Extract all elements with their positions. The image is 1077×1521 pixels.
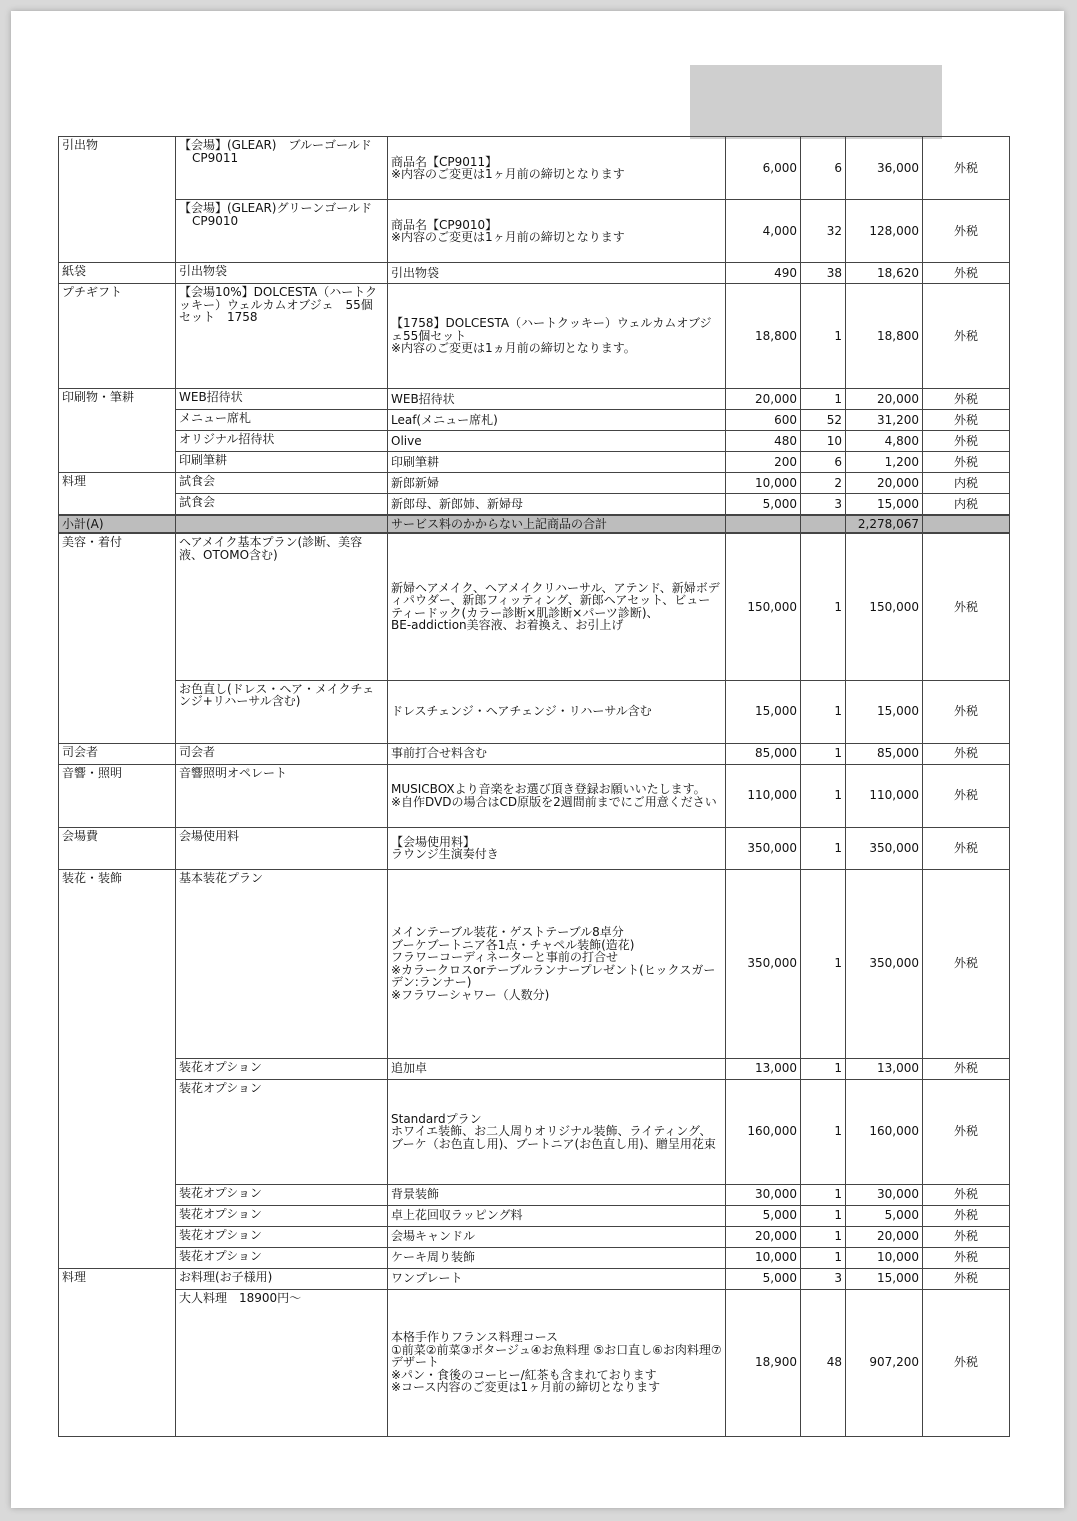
description-cell: 追加卓 <box>388 1058 726 1079</box>
tax-cell: 外税 <box>923 680 1010 743</box>
empty-cell <box>726 515 801 534</box>
quantity-cell: 52 <box>801 410 846 431</box>
unit-price-cell: 85,000 <box>726 743 801 764</box>
unit-price-cell: 20,000 <box>726 1226 801 1247</box>
amount-cell: 128,000 <box>846 200 923 263</box>
product-cell: お料理(お子様用) <box>176 1268 388 1289</box>
quantity-cell: 1 <box>801 284 846 389</box>
description-cell <box>388 1079 726 1184</box>
quantity-cell: 1 <box>801 827 846 869</box>
category-cell: プチギフト <box>59 284 176 389</box>
category-cell: 引出物 <box>59 137 176 263</box>
unit-price-cell: 30,000 <box>726 1184 801 1205</box>
product-cell: オリジナル招待状 <box>176 431 388 452</box>
description-text: 【会場使用料】 ラウンジ生演奏付き <box>391 834 499 861</box>
description-cell: WEB招待状 <box>388 389 726 410</box>
subtotal-amount: 2,278,067 <box>846 515 923 534</box>
tax-cell: 外税 <box>923 263 1010 284</box>
description-text: 新婦ヘアメイク、ヘアメイクリハーサル、アテンド、新婦ボディパウダー、新郎フィッティング、新郎ヘアセット、ビューティードック(カラー診断×肌診断×パーツ診断)、 BE-addiction美容液、お着換え、お引上げ <box>391 580 720 633</box>
description-cell <box>388 533 726 680</box>
category-cell: 会場費 <box>59 827 176 869</box>
quantity-cell: 1 <box>801 1226 846 1247</box>
unit-price-cell: 18,800 <box>726 284 801 389</box>
table-row <box>59 1079 1010 1184</box>
empty-cell <box>176 515 388 534</box>
amount-cell: 30,000 <box>846 1184 923 1205</box>
description-cell: 印刷筆耕 <box>388 452 726 473</box>
product-cell: WEB招待状 <box>176 389 388 410</box>
product-name: 【会場】(GLEAR)グリーンゴールド <box>179 201 372 215</box>
tax-cell: 外税 <box>923 1226 1010 1247</box>
description-cell: ワンプレート <box>388 1268 726 1289</box>
description-text: 【1758】DOLCESTA（ハートクッキー）ウェルカムオブジェ55個セット ※内容のご変更は1ヵ月前の締切となります。 <box>391 316 712 356</box>
category-cell: 料理 <box>59 473 176 515</box>
table-row <box>59 263 1010 284</box>
unit-price-cell: 15,000 <box>726 680 801 743</box>
table-row <box>59 200 1010 263</box>
quantity-cell: 10 <box>801 431 846 452</box>
table-row <box>59 869 1010 1058</box>
tax-cell: 外税 <box>923 1247 1010 1268</box>
product-cell: 装花オプション <box>176 1058 388 1079</box>
tax-cell: 外税 <box>923 431 1010 452</box>
unit-price-cell: 5,000 <box>726 494 801 515</box>
unit-price-cell: 200 <box>726 452 801 473</box>
product-cell: 試食会 <box>176 473 388 494</box>
table-row <box>59 1184 1010 1205</box>
table-row <box>59 1226 1010 1247</box>
quantity-cell: 1 <box>801 1205 846 1226</box>
category-cell: 料理 <box>59 1268 176 1436</box>
description-cell: 引出物袋 <box>388 263 726 284</box>
amount-cell: 5,000 <box>846 1205 923 1226</box>
unit-price-cell: 110,000 <box>726 764 801 827</box>
product-cell: 基本装花プラン <box>176 869 388 1058</box>
product-cell: 引出物袋 <box>176 263 388 284</box>
tax-cell: 外税 <box>923 1205 1010 1226</box>
category-cell: 司会者 <box>59 743 176 764</box>
description-cell <box>388 764 726 827</box>
table-row <box>59 1289 1010 1436</box>
unit-price-cell: 600 <box>726 410 801 431</box>
quantity-cell: 3 <box>801 494 846 515</box>
amount-cell: 350,000 <box>846 869 923 1058</box>
table-row <box>59 1058 1010 1079</box>
empty-cell <box>801 515 846 534</box>
table-row <box>59 743 1010 764</box>
description-cell <box>388 827 726 869</box>
tax-cell: 外税 <box>923 1289 1010 1436</box>
description-text: 商品名【CP9010】 ※内容のご変更は1ヶ月前の締切となります <box>391 217 625 244</box>
table-row <box>59 389 1010 410</box>
quantity-cell: 3 <box>801 1268 846 1289</box>
table-row <box>59 1268 1010 1289</box>
quantity-cell: 1 <box>801 533 846 680</box>
category-cell: 紙袋 <box>59 263 176 284</box>
product-cell <box>176 137 388 200</box>
table-row <box>59 533 1010 680</box>
product-cell: 装花オプション <box>176 1184 388 1205</box>
redacted-area <box>690 65 942 139</box>
quantity-cell: 1 <box>801 1247 846 1268</box>
product-code: CP9011 <box>192 150 239 165</box>
quantity-cell: 1 <box>801 743 846 764</box>
quantity-cell: 2 <box>801 473 846 494</box>
table-row <box>59 1205 1010 1226</box>
quantity-cell: 1 <box>801 680 846 743</box>
product-cell: 司会者 <box>176 743 388 764</box>
amount-cell: 18,800 <box>846 284 923 389</box>
description-cell <box>388 1289 726 1436</box>
product-cell: 装花オプション <box>176 1226 388 1247</box>
table-row <box>59 473 1010 494</box>
description-cell: Leaf(メニュー席札) <box>388 410 726 431</box>
amount-cell: 31,200 <box>846 410 923 431</box>
description-cell: ドレスチェンジ・ヘアチェンジ・リハーサル含む <box>388 680 726 743</box>
unit-price-cell: 18,900 <box>726 1289 801 1436</box>
estimate-table <box>58 136 1010 1437</box>
unit-price-cell: 160,000 <box>726 1079 801 1184</box>
tax-cell: 外税 <box>923 410 1010 431</box>
amount-cell: 20,000 <box>846 1226 923 1247</box>
tax-cell: 外税 <box>923 827 1010 869</box>
tax-cell: 外税 <box>923 1079 1010 1184</box>
category-cell: 美容・着付 <box>59 533 176 743</box>
description-text: MUSICBOXより音楽をお選び頂き登録お願いいたします。 ※自作DVDの場合はCD原版を2週間前までにご用意ください <box>391 782 717 809</box>
tax-cell: 外税 <box>923 869 1010 1058</box>
amount-cell: 20,000 <box>846 389 923 410</box>
unit-price-cell: 4,000 <box>726 200 801 263</box>
amount-cell: 36,000 <box>846 137 923 200</box>
amount-cell: 20,000 <box>846 473 923 494</box>
table-row <box>59 410 1010 431</box>
description-cell: 会場キャンドル <box>388 1226 726 1247</box>
product-cell <box>176 200 388 263</box>
tax-cell: 外税 <box>923 284 1010 389</box>
amount-cell: 4,800 <box>846 431 923 452</box>
description-text: 本格手作りフランス料理コース ①前菜②前菜③ポタージュ④お魚料理 ⑤お口直し⑥お肉料理⑦デザート ※パン・食後のコーヒー/紅茶も含まれております ※コース内容のご変更は1ヶ月前の締切となります <box>391 1330 722 1395</box>
amount-cell: 160,000 <box>846 1079 923 1184</box>
category-cell: 装花・装飾 <box>59 869 176 1268</box>
unit-price-cell: 150,000 <box>726 533 801 680</box>
category-cell: 音響・照明 <box>59 764 176 827</box>
tax-cell: 内税 <box>923 494 1010 515</box>
amount-cell: 15,000 <box>846 1268 923 1289</box>
category-cell: 印刷物・筆耕 <box>59 389 176 473</box>
tax-cell: 外税 <box>923 533 1010 680</box>
description-cell: 新郎新婦 <box>388 473 726 494</box>
unit-price-cell: 6,000 <box>726 137 801 200</box>
product-cell: お色直し(ドレス・ヘア・メイクチェンジ+リハーサル含む) <box>176 680 388 743</box>
amount-cell: 1,200 <box>846 452 923 473</box>
quantity-cell: 6 <box>801 137 846 200</box>
description-cell <box>388 869 726 1058</box>
amount-cell: 85,000 <box>846 743 923 764</box>
product-cell: 装花オプション <box>176 1205 388 1226</box>
quantity-cell: 6 <box>801 452 846 473</box>
table-row <box>59 137 1010 200</box>
amount-cell: 110,000 <box>846 764 923 827</box>
description-cell: 背景装飾 <box>388 1184 726 1205</box>
quantity-cell: 1 <box>801 389 846 410</box>
description-cell <box>388 200 726 263</box>
product-cell: 会場使用料 <box>176 827 388 869</box>
amount-cell: 13,000 <box>846 1058 923 1079</box>
product-cell: 装花オプション <box>176 1079 388 1184</box>
subtotal-description: サービス料のかからない上記商品の合計 <box>388 515 726 534</box>
table-row <box>59 494 1010 515</box>
tax-cell: 外税 <box>923 1058 1010 1079</box>
table-row <box>59 1247 1010 1268</box>
unit-price-cell: 5,000 <box>726 1205 801 1226</box>
product-cell: 音響照明オペレート <box>176 764 388 827</box>
product-cell: 印刷筆耕 <box>176 452 388 473</box>
amount-cell: 350,000 <box>846 827 923 869</box>
unit-price-cell: 350,000 <box>726 869 801 1058</box>
unit-price-cell: 5,000 <box>726 1268 801 1289</box>
table-row <box>59 680 1010 743</box>
description-cell: Olive <box>388 431 726 452</box>
subtotal-row <box>59 515 1010 534</box>
description-cell <box>388 284 726 389</box>
amount-cell: 10,000 <box>846 1247 923 1268</box>
description-text: 商品名【CP9011】 ※内容のご変更は1ヶ月前の締切となります <box>391 154 625 181</box>
product-cell: ヘアメイク基本プラン(診断、美容液、OTOMO含む) <box>176 533 388 680</box>
product-name: 【会場】(GLEAR) ブルーゴールド <box>179 138 372 152</box>
unit-price-cell: 10,000 <box>726 473 801 494</box>
unit-price-cell: 480 <box>726 431 801 452</box>
product-cell: 装花オプション <box>176 1247 388 1268</box>
amount-cell: 150,000 <box>846 533 923 680</box>
amount-cell: 15,000 <box>846 494 923 515</box>
quantity-cell: 48 <box>801 1289 846 1436</box>
description-cell: 卓上花回収ラッピング料 <box>388 1205 726 1226</box>
unit-price-cell: 350,000 <box>726 827 801 869</box>
tax-cell: 外税 <box>923 1184 1010 1205</box>
table-row <box>59 827 1010 869</box>
quantity-cell: 1 <box>801 1058 846 1079</box>
unit-price-cell: 490 <box>726 263 801 284</box>
tax-cell: 外税 <box>923 764 1010 827</box>
description-text: メインテーブル装花・ゲストテーブル8卓分 ブーケブートニア各1点・チャペル装飾(造花) フラワーコーディネーターと事前の打合せ ※カラークロスorテーブルランナープレゼント(ヒックスガーデン:ランナー) ※フラワーシャワー（人数分) <box>391 925 716 1002</box>
description-cell: ケーキ周り装飾 <box>388 1247 726 1268</box>
product-cell: 大人料理 18900円～ <box>176 1289 388 1436</box>
product-code: CP9010 <box>192 213 239 228</box>
amount-cell: 18,620 <box>846 263 923 284</box>
quantity-cell: 1 <box>801 1079 846 1184</box>
table-row <box>59 284 1010 389</box>
amount-cell: 907,200 <box>846 1289 923 1436</box>
product-cell: メニュー席札 <box>176 410 388 431</box>
tax-cell: 外税 <box>923 200 1010 263</box>
quantity-cell: 32 <box>801 200 846 263</box>
description-cell: 事前打合せ料含む <box>388 743 726 764</box>
unit-price-cell: 13,000 <box>726 1058 801 1079</box>
tax-cell: 外税 <box>923 743 1010 764</box>
product-cell: 【会場10%】DOLCESTA（ハートクッキー）ウェルカムオブジェ 55個セット 1758 <box>176 284 388 389</box>
quantity-cell: 1 <box>801 869 846 1058</box>
quantity-cell: 38 <box>801 263 846 284</box>
description-text: Standardプラン ホワイエ装飾、お二人周りオリジナル装飾、ライティング、ブーケ（お色直し用)、ブートニア(お色直し用)、贈呈用花束 <box>391 1111 716 1151</box>
table-row <box>59 452 1010 473</box>
tax-cell: 外税 <box>923 452 1010 473</box>
subtotal-label: 小計(A) <box>59 515 176 534</box>
tax-cell: 外税 <box>923 137 1010 200</box>
product-cell: 試食会 <box>176 494 388 515</box>
quantity-cell: 1 <box>801 764 846 827</box>
tax-cell: 外税 <box>923 389 1010 410</box>
description-cell <box>388 137 726 200</box>
amount-cell: 15,000 <box>846 680 923 743</box>
unit-price-cell: 20,000 <box>726 389 801 410</box>
quantity-cell: 1 <box>801 1184 846 1205</box>
empty-cell <box>923 515 1010 534</box>
table-row <box>59 764 1010 827</box>
unit-price-cell: 10,000 <box>726 1247 801 1268</box>
description-cell: 新郎母、新郎姉、新婦母 <box>388 494 726 515</box>
tax-cell: 外税 <box>923 1268 1010 1289</box>
table-row <box>59 431 1010 452</box>
tax-cell: 内税 <box>923 473 1010 494</box>
